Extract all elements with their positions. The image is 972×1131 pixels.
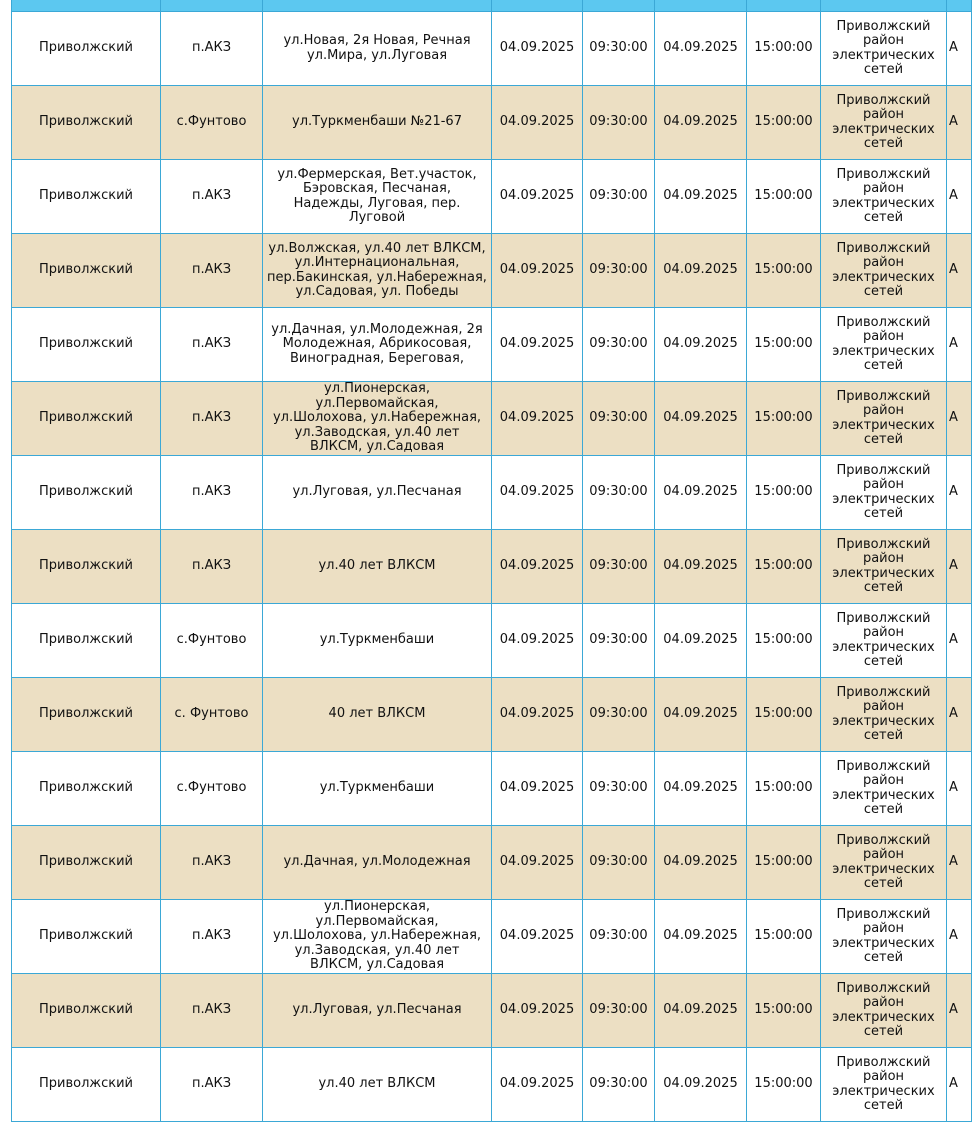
settlement-cell: с.Фунтово bbox=[161, 604, 263, 678]
organization-cell: Приволжский район электрических сетей bbox=[821, 752, 947, 826]
header-cell bbox=[161, 0, 263, 12]
end-time-cell: 15:00:00 bbox=[747, 530, 821, 604]
start-time-cell: 09:30:00 bbox=[583, 900, 655, 974]
district-cell: Приволжский bbox=[12, 974, 161, 1048]
streets-cell: ул.Дачная, ул.Молодежная bbox=[263, 826, 492, 900]
header-cell bbox=[947, 0, 972, 12]
settlement-cell: п.АКЗ bbox=[161, 456, 263, 530]
header-cell bbox=[583, 0, 655, 12]
outage-table bbox=[11, 0, 972, 1122]
outage-table-container bbox=[11, 0, 971, 1119]
streets-cell: ул.Луговая, ул.Песчаная bbox=[263, 974, 492, 1048]
end-date-cell: 04.09.2025 bbox=[655, 86, 747, 160]
table-row bbox=[12, 974, 972, 1048]
header-cell bbox=[655, 0, 747, 12]
extra-cell: А bbox=[947, 530, 972, 604]
district-cell: Приволжский bbox=[12, 530, 161, 604]
settlement-cell: п.АКЗ bbox=[161, 530, 263, 604]
extra-cell: А bbox=[947, 752, 972, 826]
extra-cell: А bbox=[947, 456, 972, 530]
header-cell bbox=[821, 0, 947, 12]
table-row bbox=[12, 752, 972, 826]
settlement-cell: п.АКЗ bbox=[161, 826, 263, 900]
streets-cell: ул.Пионерская, ул.Первомайская, ул.Шолохова, ул.Набережная, ул.Заводская, ул.40 лет ВЛКСМ, ул.Садовая bbox=[263, 900, 492, 974]
streets-cell: ул.Туркменбаши №21-67 bbox=[263, 86, 492, 160]
table-row bbox=[12, 308, 972, 382]
settlement-cell: п.АКЗ bbox=[161, 1048, 263, 1122]
start-time-cell: 09:30:00 bbox=[583, 678, 655, 752]
settlement-cell: п.АКЗ bbox=[161, 382, 263, 456]
start-date-cell: 04.09.2025 bbox=[492, 382, 583, 456]
organization-cell: Приволжский район электрических сетей bbox=[821, 1048, 947, 1122]
district-cell: Приволжский bbox=[12, 160, 161, 234]
table-row bbox=[12, 234, 972, 308]
table-header-row bbox=[12, 0, 972, 12]
district-cell: Приволжский bbox=[12, 826, 161, 900]
end-time-cell: 15:00:00 bbox=[747, 974, 821, 1048]
extra-cell: А bbox=[947, 604, 972, 678]
start-date-cell: 04.09.2025 bbox=[492, 974, 583, 1048]
settlement-cell: с.Фунтово bbox=[161, 752, 263, 826]
end-date-cell: 04.09.2025 bbox=[655, 678, 747, 752]
organization-cell: Приволжский район электрических сетей bbox=[821, 86, 947, 160]
streets-cell: ул.Новая, 2я Новая, Речная ул.Мира, ул.Луговая bbox=[263, 12, 492, 86]
start-date-cell: 04.09.2025 bbox=[492, 826, 583, 900]
start-date-cell: 04.09.2025 bbox=[492, 900, 583, 974]
extra-cell: А bbox=[947, 308, 972, 382]
start-date-cell: 04.09.2025 bbox=[492, 530, 583, 604]
start-date-cell: 04.09.2025 bbox=[492, 604, 583, 678]
extra-cell: А bbox=[947, 86, 972, 160]
end-date-cell: 04.09.2025 bbox=[655, 1048, 747, 1122]
organization-cell: Приволжский район электрических сетей bbox=[821, 678, 947, 752]
extra-cell: А bbox=[947, 678, 972, 752]
extra-cell: А bbox=[947, 234, 972, 308]
start-date-cell: 04.09.2025 bbox=[492, 86, 583, 160]
end-time-cell: 15:00:00 bbox=[747, 86, 821, 160]
start-time-cell: 09:30:00 bbox=[583, 12, 655, 86]
start-time-cell: 09:30:00 bbox=[583, 86, 655, 160]
settlement-cell: п.АКЗ bbox=[161, 12, 263, 86]
start-time-cell: 09:30:00 bbox=[583, 308, 655, 382]
streets-cell: ул.Волжская, ул.40 лет ВЛКСМ, ул.Интернациональная, пер.Бакинская, ул.Набережная, ул.Садовая, ул. Победы bbox=[263, 234, 492, 308]
streets-cell: ул.Дачная, ул.Молодежная, 2я Молодежная, Абрикосовая, Виноградная, Береговая, bbox=[263, 308, 492, 382]
district-cell: Приволжский bbox=[12, 678, 161, 752]
end-time-cell: 15:00:00 bbox=[747, 160, 821, 234]
streets-cell: ул.Луговая, ул.Песчаная bbox=[263, 456, 492, 530]
district-cell: Приволжский bbox=[12, 1048, 161, 1122]
end-date-cell: 04.09.2025 bbox=[655, 160, 747, 234]
streets-cell: ул.Пионерская, ул.Первомайская, ул.Шолохова, ул.Набережная, ул.Заводская, ул.40 лет ВЛКСМ, ул.Садовая bbox=[263, 382, 492, 456]
settlement-cell: с. Фунтово bbox=[161, 678, 263, 752]
table-row bbox=[12, 826, 972, 900]
extra-cell: А bbox=[947, 12, 972, 86]
table-row bbox=[12, 382, 972, 456]
start-time-cell: 09:30:00 bbox=[583, 974, 655, 1048]
end-date-cell: 04.09.2025 bbox=[655, 456, 747, 530]
extra-cell: А bbox=[947, 1048, 972, 1122]
start-date-cell: 04.09.2025 bbox=[492, 1048, 583, 1122]
header-cell bbox=[747, 0, 821, 12]
extra-cell: А bbox=[947, 900, 972, 974]
end-date-cell: 04.09.2025 bbox=[655, 752, 747, 826]
end-time-cell: 15:00:00 bbox=[747, 826, 821, 900]
district-cell: Приволжский bbox=[12, 604, 161, 678]
start-date-cell: 04.09.2025 bbox=[492, 160, 583, 234]
organization-cell: Приволжский район электрических сетей bbox=[821, 12, 947, 86]
end-time-cell: 15:00:00 bbox=[747, 604, 821, 678]
start-date-cell: 04.09.2025 bbox=[492, 678, 583, 752]
header-cell bbox=[263, 0, 492, 12]
organization-cell: Приволжский район электрических сетей bbox=[821, 456, 947, 530]
organization-cell: Приволжский район электрических сетей bbox=[821, 604, 947, 678]
district-cell: Приволжский bbox=[12, 234, 161, 308]
start-date-cell: 04.09.2025 bbox=[492, 752, 583, 826]
district-cell: Приволжский bbox=[12, 12, 161, 86]
settlement-cell: п.АКЗ bbox=[161, 160, 263, 234]
organization-cell: Приволжский район электрических сетей bbox=[821, 308, 947, 382]
streets-cell: ул.40 лет ВЛКСМ bbox=[263, 530, 492, 604]
start-time-cell: 09:30:00 bbox=[583, 234, 655, 308]
start-date-cell: 04.09.2025 bbox=[492, 12, 583, 86]
end-date-cell: 04.09.2025 bbox=[655, 12, 747, 86]
start-time-cell: 09:30:00 bbox=[583, 530, 655, 604]
extra-cell: А bbox=[947, 974, 972, 1048]
header-cell bbox=[492, 0, 583, 12]
table-row bbox=[12, 678, 972, 752]
end-time-cell: 15:00:00 bbox=[747, 752, 821, 826]
streets-cell: ул.40 лет ВЛКСМ bbox=[263, 1048, 492, 1122]
organization-cell: Приволжский район электрических сетей bbox=[821, 826, 947, 900]
end-time-cell: 15:00:00 bbox=[747, 308, 821, 382]
settlement-cell: п.АКЗ bbox=[161, 900, 263, 974]
end-time-cell: 15:00:00 bbox=[747, 234, 821, 308]
district-cell: Приволжский bbox=[12, 86, 161, 160]
start-date-cell: 04.09.2025 bbox=[492, 234, 583, 308]
end-time-cell: 15:00:00 bbox=[747, 456, 821, 530]
table-row bbox=[12, 160, 972, 234]
district-cell: Приволжский bbox=[12, 900, 161, 974]
start-date-cell: 04.09.2025 bbox=[492, 308, 583, 382]
end-date-cell: 04.09.2025 bbox=[655, 826, 747, 900]
extra-cell: А bbox=[947, 382, 972, 456]
start-time-cell: 09:30:00 bbox=[583, 456, 655, 530]
district-cell: Приволжский bbox=[12, 752, 161, 826]
streets-cell: ул.Туркменбаши bbox=[263, 752, 492, 826]
start-date-cell: 04.09.2025 bbox=[492, 456, 583, 530]
end-date-cell: 04.09.2025 bbox=[655, 900, 747, 974]
start-time-cell: 09:30:00 bbox=[583, 604, 655, 678]
settlement-cell: п.АКЗ bbox=[161, 974, 263, 1048]
organization-cell: Приволжский район электрических сетей bbox=[821, 900, 947, 974]
organization-cell: Приволжский район электрических сетей bbox=[821, 382, 947, 456]
end-date-cell: 04.09.2025 bbox=[655, 234, 747, 308]
start-time-cell: 09:30:00 bbox=[583, 1048, 655, 1122]
settlement-cell: п.АКЗ bbox=[161, 308, 263, 382]
end-time-cell: 15:00:00 bbox=[747, 900, 821, 974]
streets-cell: 40 лет ВЛКСМ bbox=[263, 678, 492, 752]
end-date-cell: 04.09.2025 bbox=[655, 974, 747, 1048]
district-cell: Приволжский bbox=[12, 382, 161, 456]
table-row bbox=[12, 456, 972, 530]
district-cell: Приволжский bbox=[12, 308, 161, 382]
extra-cell: А bbox=[947, 160, 972, 234]
end-time-cell: 15:00:00 bbox=[747, 1048, 821, 1122]
end-time-cell: 15:00:00 bbox=[747, 678, 821, 752]
extra-cell: А bbox=[947, 826, 972, 900]
start-time-cell: 09:30:00 bbox=[583, 382, 655, 456]
start-time-cell: 09:30:00 bbox=[583, 826, 655, 900]
organization-cell: Приволжский район электрических сетей bbox=[821, 160, 947, 234]
table-row bbox=[12, 530, 972, 604]
table-row bbox=[12, 604, 972, 678]
table-row bbox=[12, 12, 972, 86]
district-cell: Приволжский bbox=[12, 456, 161, 530]
organization-cell: Приволжский район электрических сетей bbox=[821, 530, 947, 604]
end-date-cell: 04.09.2025 bbox=[655, 530, 747, 604]
table-row bbox=[12, 1048, 972, 1122]
table-row bbox=[12, 900, 972, 974]
end-time-cell: 15:00:00 bbox=[747, 12, 821, 86]
end-date-cell: 04.09.2025 bbox=[655, 308, 747, 382]
settlement-cell: п.АКЗ bbox=[161, 234, 263, 308]
settlement-cell: с.Фунтово bbox=[161, 86, 263, 160]
start-time-cell: 09:30:00 bbox=[583, 160, 655, 234]
organization-cell: Приволжский район электрических сетей bbox=[821, 234, 947, 308]
table-row bbox=[12, 86, 972, 160]
end-date-cell: 04.09.2025 bbox=[655, 382, 747, 456]
header-cell bbox=[12, 0, 161, 12]
start-time-cell: 09:30:00 bbox=[583, 752, 655, 826]
end-time-cell: 15:00:00 bbox=[747, 382, 821, 456]
streets-cell: ул.Туркменбаши bbox=[263, 604, 492, 678]
end-date-cell: 04.09.2025 bbox=[655, 604, 747, 678]
organization-cell: Приволжский район электрических сетей bbox=[821, 974, 947, 1048]
streets-cell: ул.Фермерская, Вет.участок, Бэровская, Песчаная, Надежды, Луговая, пер. Луговой bbox=[263, 160, 492, 234]
